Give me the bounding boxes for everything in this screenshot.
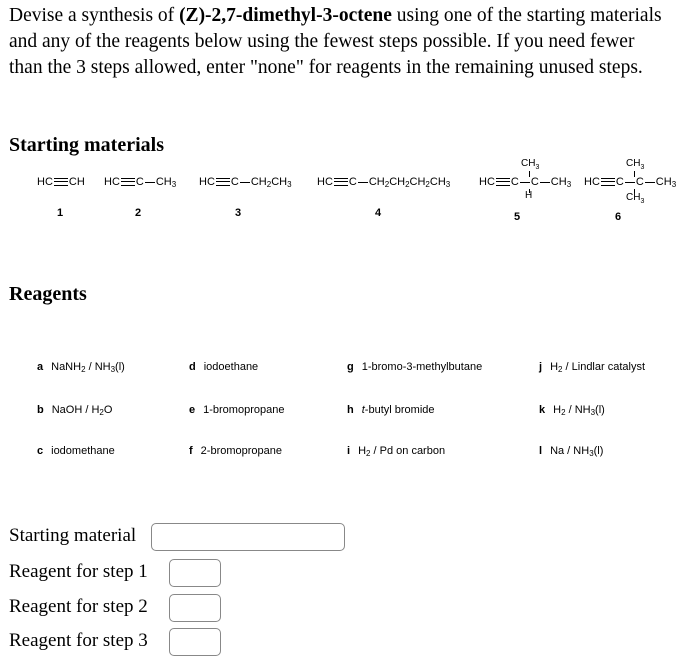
starting-material-number-3: 3 [235,207,242,219]
sm5-methyl-above: $CH_3$ [521,158,540,171]
reagent-e: e 1-bromopropane [189,404,285,416]
starting-material-2: HC C $CH_3$ [104,176,177,189]
reagent-b: b NaOH / $H_2O$ [37,404,113,417]
starting-material-number-6: 6 [615,211,622,223]
step3-input[interactable] [169,628,221,656]
reagents-heading: Reagents [9,283,87,305]
reagent-j: j $H_2$ / Lindlar catalyst [539,361,646,374]
starting-material-5: HC C C $CH_3$ [479,176,572,189]
sm6-methyl-above: $CH_3$ [626,158,645,171]
reagent-c: c iodomethane [37,445,115,457]
step1-label: Reagent for step 1 [9,561,148,582]
reagent-h: h t-butyl bromide [347,404,435,416]
step3-label: Reagent for step 3 [9,630,148,651]
starting-material-3: HC C $CH_2CH_3$ [199,176,292,189]
starting-material-1: HC CH [37,176,85,188]
sm5-hydrogen-below: H [525,190,533,201]
starting-material-number-4: 4 [375,207,382,219]
target-compound: (Z)-2,7-dimethyl-3-octene [179,5,392,26]
reagent-i: i $H_2$ / Pd on carbon [347,445,446,458]
triple-bond [54,178,68,186]
starting-material-number-2: 2 [135,207,142,219]
starting-material-4: HC C $CH_2CH_2CH_2CH_3$ [317,176,451,189]
step2-input[interactable] [169,594,221,622]
reagent-f: f 2-bromopropane [189,445,283,457]
starting-materials-heading: Starting materials [9,134,164,156]
starting-material-number-5: 5 [514,211,521,223]
reagent-d: d iodoethane [189,361,259,373]
question-part2: using one of the starting materials and any of the reagents below using the fewest steps possible. If you need fewer than the 3 steps allowed, enter "none" for reagents in the remaining unused steps. [9,5,662,78]
step1-input[interactable] [169,559,221,587]
starting-material-number-1: 1 [57,207,64,219]
reagent-k: k $H_2 / NH_3(l)$ [539,404,605,417]
step2-label: Reagent for step 2 [9,596,148,617]
reagent-a: a NaNH$_2$ / $NH_3(l)$ [37,361,125,374]
sm6-methyl-below: $CH_3$ [626,192,645,205]
reagent-g: g 1-bromo-3-methylbutane [347,361,483,373]
starting-material-6: HC C C $CH_3$ [584,176,676,189]
question-text [9,3,669,81]
question-part1: Devise a synthesis of [9,5,180,26]
starting-material-label: Starting material [9,525,137,546]
reagent-l: l Na / $NH_3(l)$ [539,445,604,458]
starting-material-input[interactable] [151,523,345,551]
